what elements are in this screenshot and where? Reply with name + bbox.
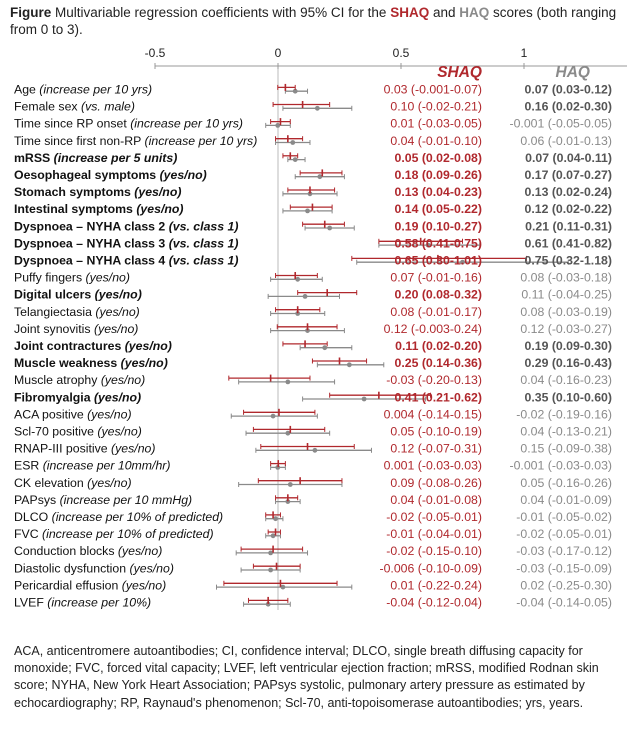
haq-point	[285, 380, 290, 385]
haq-value: -0.02 (-0.05-0.01)	[516, 527, 612, 542]
row-label-note: (yes/no)	[93, 390, 142, 405]
row-label	[14, 322, 138, 336]
row-label-main: Stomach symptoms	[14, 185, 135, 200]
haq-point	[315, 106, 320, 111]
haq-point	[293, 157, 298, 162]
caption-text-b: scores (both ranging from 0 to 3).	[10, 5, 617, 37]
haq-point	[347, 362, 352, 367]
row-label-main: Muscle weakness	[14, 356, 121, 371]
shaq-value: 0.11 (0.02-0.20)	[395, 339, 482, 353]
row-label-note: (yes/no)	[117, 544, 163, 559]
row-label	[14, 339, 172, 353]
haq-value: -0.01 (-0.05-0.02)	[516, 510, 612, 524]
x-tick-label: 1	[520, 46, 528, 60]
haq-point	[362, 397, 367, 402]
row-label-note: (yes/no)	[93, 321, 139, 336]
row-label-main: Fibromyalgia	[14, 390, 94, 405]
row-label-main: CK elevation	[14, 475, 88, 490]
row-label-note: (yes/no)	[134, 185, 182, 200]
row-label	[14, 373, 145, 387]
x-tick-label: -0.5	[144, 46, 166, 60]
row-label	[14, 117, 243, 131]
row-label-main: Scl-70 positive	[14, 424, 98, 439]
row-label	[14, 185, 181, 199]
row-label	[14, 425, 142, 439]
haq-value: -0.02 (-0.19-0.16)	[516, 407, 612, 422]
shaq-value: 0.12 (-0.003-0.24)	[383, 321, 482, 336]
haq-value: 0.75 (0.32-1.18)	[524, 253, 612, 268]
shaq-value: 0.05 (-0.10-0.19)	[390, 424, 482, 439]
row-label-main: mRSS	[14, 150, 54, 165]
row-label	[14, 442, 155, 456]
haq-value: -0.001 (-0.03-0.03)	[509, 458, 612, 473]
haq-point	[303, 294, 308, 299]
x-tick-label: 0	[274, 46, 282, 60]
haq-value: 0.04 (-0.13-0.21)	[520, 424, 612, 439]
shaq-column-header: SHAQ	[437, 64, 482, 81]
shaq-value: 0.58 (0.41-0.75)	[394, 236, 482, 251]
row-label-main: Dyspnoea – NYHA class 4	[14, 253, 169, 268]
shaq-value: 0.65 (0.30-1.01)	[394, 253, 482, 268]
row-label-note: (increase per 10 yrs)	[144, 133, 258, 148]
haq-value: 0.05 (-0.16-0.26)	[520, 475, 612, 490]
row-label-note: (increase per 10% of predicted)	[42, 527, 214, 542]
caption-text-a: Multivariable regression coefficients with 95% CI for the	[55, 5, 387, 20]
row-label	[14, 271, 130, 285]
abbreviations-footnote: ACA, anticentromere autoantibodies; CI, confidence interval; DLCO, single breath diffusing capacity for monoxide; FVC, forced vital capacity; LVEF, left ventricular ejection fraction; mRSS, modified Rodnan skin score; NYHA, New York Heart Association; PAPsys systolic, pulmonary artery pressure as estimated by echocardiography; RP, Raynaud's phenomenon; Scl-70, anti-topoisomerase autoantibodies; yrs, years.	[14, 644, 599, 710]
row-label-note: (increase per 10 yrs)	[39, 82, 153, 97]
row-label-note: (vs. male)	[80, 99, 135, 114]
haq-value: -0.03 (-0.17-0.12)	[516, 544, 612, 559]
haq-point	[275, 123, 280, 128]
row-label-main: Pericardial effusion	[14, 578, 122, 593]
row-label-main: ACA positive	[14, 407, 88, 422]
haq-value: 0.07 (0.04-0.11)	[525, 150, 612, 165]
row-label-main: Age	[14, 82, 40, 97]
shaq-value: 0.14 (0.05-0.22)	[394, 202, 482, 217]
row-label-note: (increase per 10mm/hr)	[42, 458, 171, 473]
row-label-note: (yes/no)	[120, 356, 168, 371]
shaq-value: 0.04 (-0.01-0.10)	[390, 133, 482, 148]
row-label-main: Telangiectasia	[14, 304, 96, 319]
row-label	[14, 151, 177, 165]
haq-point	[268, 568, 273, 573]
row-label	[14, 236, 238, 250]
haq-value: 0.08 (-0.03-0.19)	[520, 304, 612, 319]
shaq-value: 0.01 (-0.22-0.24)	[390, 578, 482, 593]
haq-value: 0.61 (0.41-0.82)	[524, 236, 612, 251]
row-label-main: PAPsys	[14, 492, 60, 507]
shaq-value: 0.41 (0.21-0.62)	[394, 390, 482, 405]
shaq-value: 0.13 (0.04-0.23)	[394, 185, 482, 200]
row-label-main: Diastolic dysfunction	[14, 561, 130, 576]
row-label	[14, 493, 192, 507]
haq-value: 0.19 (0.09-0.30)	[524, 339, 612, 353]
row-label	[14, 305, 140, 319]
haq-point	[305, 209, 310, 214]
haq-value: 0.35 (0.10-0.60)	[524, 390, 612, 405]
row-label-main: Female sex	[14, 99, 81, 114]
row-label-note: (vs. class 1)	[168, 253, 239, 268]
shaq-value: 0.004 (-0.14-0.15)	[383, 407, 482, 422]
shaq-value: -0.02 (-0.05-0.01)	[386, 510, 482, 524]
caption-haq: HAQ	[459, 5, 490, 20]
row-label-main: Joint synovitis	[14, 321, 94, 336]
shaq-value: 0.09 (-0.08-0.26)	[390, 475, 482, 490]
row-label	[14, 527, 214, 541]
row-label-note: (yes/no)	[85, 270, 130, 285]
row-label	[14, 459, 171, 473]
haq-point	[313, 448, 318, 453]
haq-value: 0.15 (-0.09-0.38)	[520, 441, 612, 456]
row-label-note: (increase per 5 units)	[53, 150, 178, 165]
row-label-main: Digital ulcers	[14, 287, 95, 302]
row-label	[14, 561, 174, 575]
row-label-note: (yes/no)	[136, 202, 184, 217]
row-label	[14, 219, 238, 233]
row-label-main: ESR	[14, 458, 43, 473]
haq-value: 0.12 (-0.03-0.27)	[520, 321, 612, 336]
row-label	[14, 510, 223, 524]
row-label-note: (yes/no)	[129, 561, 174, 576]
row-label-note: (yes/no)	[94, 287, 142, 302]
shaq-value: 0.10 (-0.02-0.21)	[390, 99, 482, 114]
row-label-note: (yes/no)	[159, 168, 207, 182]
haq-value: 0.29 (0.16-0.43)	[524, 356, 612, 371]
shaq-value: 0.03 (-0.001-0.07)	[383, 82, 482, 97]
haq-value: 0.17 (0.07-0.27)	[524, 168, 612, 182]
row-label-main: Puffy fingers	[14, 270, 86, 285]
haq-point	[327, 226, 332, 231]
shaq-value: -0.01 (-0.04-0.01)	[386, 527, 482, 542]
shaq-value: 0.12 (-0.07-0.31)	[390, 441, 482, 456]
haq-point	[288, 482, 293, 487]
row-label-main: Dyspnoea – NYHA class 3	[14, 236, 169, 251]
row-label-note: (increase per 10%)	[47, 595, 152, 610]
shaq-value: -0.006 (-0.10-0.09)	[379, 561, 482, 576]
row-label	[14, 168, 207, 182]
haq-value: 0.21 (0.11-0.31)	[525, 219, 612, 234]
row-label-main: RNAP-III positive	[14, 441, 112, 456]
caption-shaq: SHAQ	[390, 5, 430, 20]
row-label-note: (yes/no)	[87, 407, 132, 422]
haq-column-header: HAQ	[555, 64, 590, 81]
row-label	[14, 83, 152, 97]
row-label-main: FVC	[14, 527, 43, 542]
shaq-value: 0.04 (-0.01-0.08)	[390, 492, 482, 507]
shaq-value: -0.03 (-0.20-0.13)	[386, 373, 482, 388]
shaq-value: 0.001 (-0.03-0.03)	[383, 458, 482, 473]
haq-value: -0.03 (-0.15-0.09)	[516, 561, 612, 576]
haq-value: 0.08 (-0.03-0.18)	[520, 270, 612, 285]
shaq-value: 0.05 (0.02-0.08)	[394, 150, 482, 165]
row-label-main: LVEF	[14, 595, 48, 610]
caption-label: Figure	[10, 5, 52, 20]
shaq-value: 0.18 (0.09-0.26)	[394, 168, 482, 182]
row-label-main: Oesophageal symptoms	[14, 168, 160, 182]
row-label-main: Dyspnoea – NYHA class 2	[14, 219, 169, 234]
haq-value: 0.06 (-0.01-0.13)	[520, 133, 612, 148]
caption-and: and	[432, 5, 456, 20]
shaq-value: 0.08 (-0.01-0.17)	[390, 304, 482, 319]
row-label	[14, 356, 168, 370]
row-label	[14, 254, 238, 268]
haq-value: 0.07 (0.03-0.12)	[524, 82, 612, 97]
row-label-note: (vs. class 1)	[168, 219, 239, 234]
row-label	[14, 476, 132, 490]
row-label-note: (yes/no)	[121, 578, 167, 593]
haq-point	[322, 345, 327, 350]
haq-value: 0.02 (-0.25-0.30)	[520, 578, 612, 593]
row-label-note: (vs. class 1)	[168, 236, 239, 251]
haq-value: 0.04 (-0.16-0.23)	[520, 373, 612, 388]
row-label-main: Joint contractures	[14, 339, 125, 353]
haq-value: 0.04 (-0.01-0.09)	[520, 492, 612, 507]
shaq-value: 0.25 (0.14-0.36)	[394, 356, 482, 371]
x-tick-label: 0.5	[392, 46, 410, 60]
row-label	[14, 134, 257, 148]
haq-value: 0.11 (-0.04-0.25)	[521, 287, 612, 302]
shaq-value: 0.19 (0.10-0.27)	[394, 219, 482, 234]
haq-value: -0.001 (-0.05-0.05)	[509, 116, 612, 131]
haq-value: 0.16 (0.02-0.30)	[524, 99, 612, 114]
shaq-value: 0.20 (0.08-0.32)	[394, 287, 482, 302]
row-label	[14, 407, 132, 421]
row-label-note: (increase per 10% of predicted)	[51, 510, 224, 524]
row-label	[14, 100, 135, 114]
row-label-note: (yes/no)	[95, 304, 140, 319]
row-label-note: (yes/no)	[100, 373, 146, 388]
haq-value: 0.13 (0.02-0.24)	[524, 185, 612, 200]
row-label	[14, 596, 151, 610]
row-label-main: DLCO	[14, 510, 52, 524]
haq-point	[271, 414, 276, 419]
row-label-note: (yes/no)	[124, 339, 172, 353]
shaq-value: 0.07 (-0.01-0.16)	[390, 270, 482, 285]
row-label-main: Conduction blocks	[14, 544, 118, 559]
row-label-note: (yes/no)	[111, 441, 156, 456]
row-label-note: (increase per 10 yrs)	[130, 116, 243, 131]
row-label-main: Time since RP onset	[14, 116, 131, 131]
row-label	[14, 390, 141, 404]
row-label-main: Muscle atrophy	[14, 373, 101, 388]
shaq-value: -0.04 (-0.12-0.04)	[386, 595, 482, 610]
row-label	[14, 202, 183, 216]
haq-point	[290, 140, 295, 145]
row-label-note: (yes/no)	[87, 475, 132, 490]
row-label	[14, 288, 142, 302]
row-label-note: (yes/no)	[97, 424, 142, 439]
row-label	[14, 544, 162, 558]
row-label-note: (increase per 10 mmHg)	[59, 492, 193, 507]
haq-value: 0.12 (0.02-0.22)	[524, 202, 612, 217]
shaq-value: 0.01 (-0.03-0.05)	[390, 116, 482, 131]
haq-value: -0.04 (-0.14-0.05)	[516, 595, 612, 610]
row-label-main: Time since first non-RP	[14, 133, 145, 148]
row-label	[14, 578, 166, 592]
shaq-value: -0.02 (-0.15-0.10)	[386, 544, 482, 559]
row-label-main: Intestinal symptoms	[14, 202, 137, 217]
